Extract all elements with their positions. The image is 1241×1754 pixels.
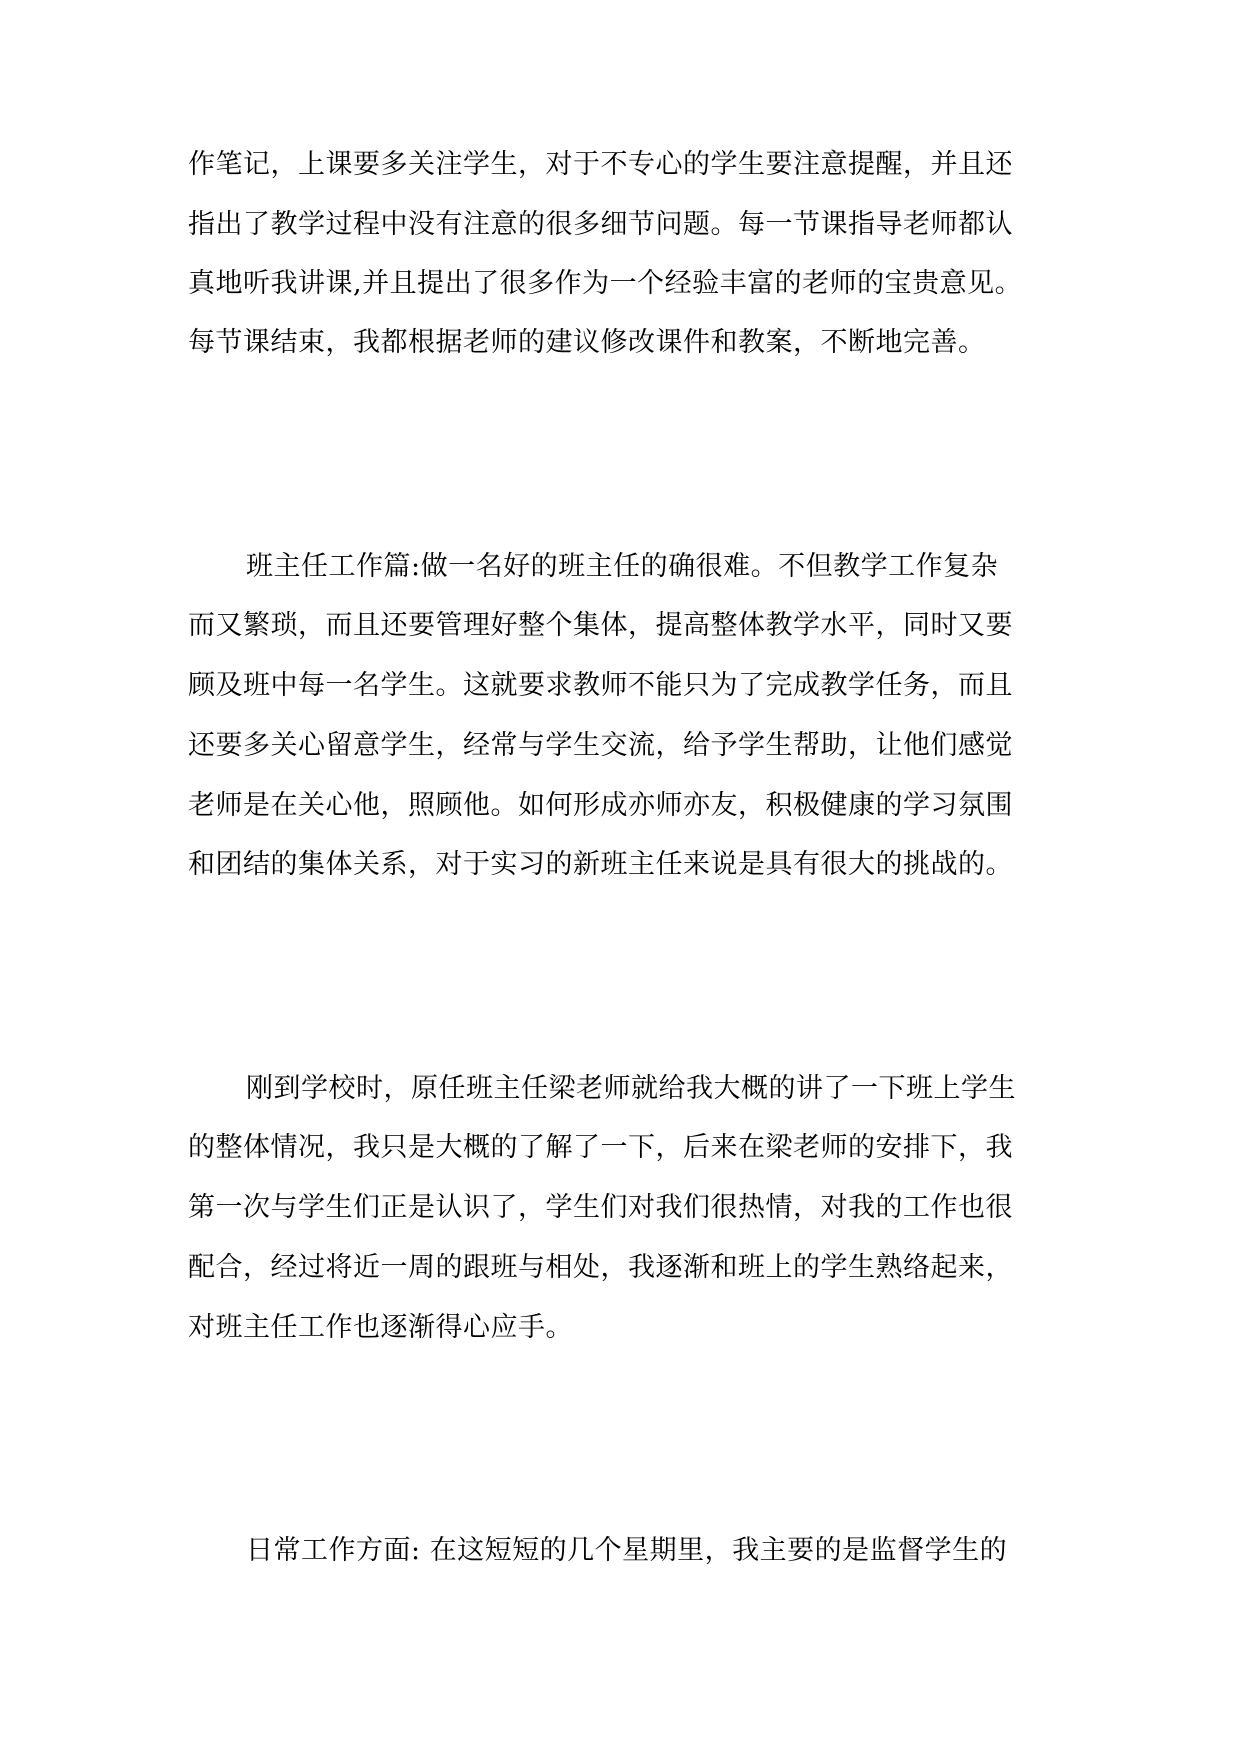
paragraph-1-line-3: 真地听我讲课,并且提出了很多作为一个经验丰富的老师的宝贵意见。 bbox=[188, 268, 1023, 299]
paragraph-3-line-4: 配合，经过将近一周的跟班与相处，我逐渐和班上的学生熟络起来， bbox=[188, 1252, 1013, 1283]
paragraph-2-line-1: 班主任工作篇:做一名好的班主任的确很难。不但教学工作复杂 bbox=[246, 551, 999, 582]
paragraph-2-line-6: 和团结的集体关系，对于实习的新班主任来说是具有很大的挑战的。 bbox=[188, 849, 1013, 880]
paragraph-3-line-3: 第一次与学生们正是认识了，学生们对我们很热情，对我的工作也很 bbox=[188, 1192, 1013, 1223]
paragraph-2-line-2: 而又繁琐，而且还要管理好整个集体，提高整体教学水平，同时又要 bbox=[188, 610, 1013, 641]
paragraph-3-line-2: 的整体情况，我只是大概的了解了一下，后来在梁老师的安排下，我 bbox=[188, 1132, 1013, 1163]
paragraph-4-line-1: 日常工作方面: 在这短短的几个星期里，我主要的是监督学生的 bbox=[246, 1535, 1008, 1566]
paragraph-1-line-1: 作笔记，上课要多关注学生，对于不专心的学生要注意提醒，并且还 bbox=[188, 149, 1013, 180]
paragraph-3-line-5: 对班主任工作也逐渐得心应手。 bbox=[188, 1312, 573, 1343]
paragraph-2-line-4: 还要多关心留意学生，经常与学生交流，给予学生帮助，让他们感觉 bbox=[188, 730, 1013, 761]
paragraph-1-line-4: 每节课结束，我都根据老师的建议修改课件和教案，不断地完善。 bbox=[188, 327, 986, 358]
paragraph-3-line-1: 刚到学校时，原任班主任梁老师就给我大概的讲了一下班上学生 bbox=[246, 1073, 1016, 1104]
paragraph-2-line-3: 顾及班中每一名学生。这就要求教师不能只为了完成教学任务，而且 bbox=[188, 670, 1013, 701]
paragraph-2-line-5: 老师是在关心他，照顾他。如何形成亦师亦友，积极健康的学习氛围 bbox=[188, 790, 1013, 821]
paragraph-1-line-2: 指出了教学过程中没有注意的很多细节问题。每一节课指导老师都认 bbox=[188, 209, 1013, 240]
